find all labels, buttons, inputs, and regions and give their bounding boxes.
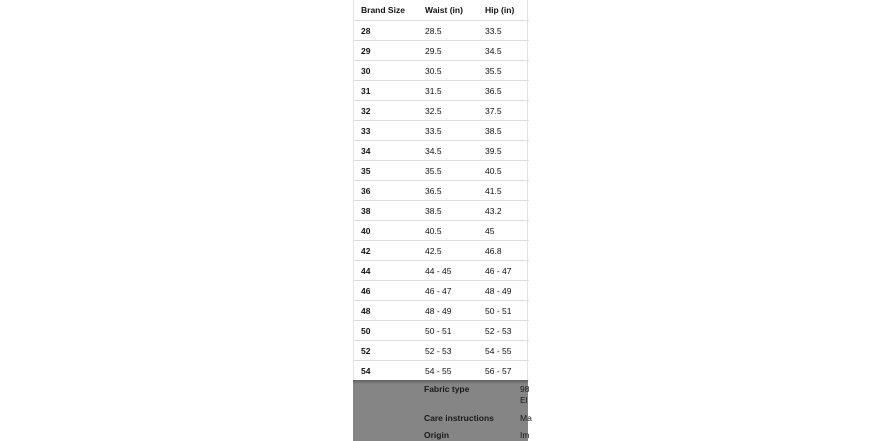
- cell-waist: 32.5: [418, 101, 478, 121]
- cell-hip: 39.5: [478, 141, 529, 161]
- table-row: [354, 121, 529, 141]
- cell-waist: 44 - 45: [418, 261, 478, 281]
- header-waist: Waist (in): [418, 0, 478, 21]
- cell-waist: 30.5: [418, 61, 478, 81]
- cell-hip: 46 - 47: [478, 261, 529, 281]
- detail-value-fabric-type-line2: El: [520, 395, 528, 405]
- header-brand-size: Brand Size: [354, 0, 418, 21]
- size-chart-panel: [353, 0, 528, 441]
- table-row: [354, 341, 529, 361]
- cell-hip: 33.5: [478, 21, 529, 41]
- cell-waist: 42.5: [418, 241, 478, 261]
- table-row: [354, 81, 529, 101]
- product-details-overlay: [353, 380, 532, 441]
- cell-waist: 28.5: [418, 21, 478, 41]
- cell-hip: 35.5: [478, 61, 529, 81]
- cell-waist: 31.5: [418, 81, 478, 101]
- table-row: [354, 161, 529, 181]
- table-row: [354, 41, 529, 61]
- cell-hip: 34.5: [478, 41, 529, 61]
- cell-waist: 34.5: [418, 141, 478, 161]
- cell-brand-size: 50: [354, 321, 418, 341]
- cell-brand-size: 52: [354, 341, 418, 361]
- cell-brand-size: 38: [354, 201, 418, 221]
- detail-value-origin: Im: [520, 430, 530, 440]
- table-row: [354, 21, 529, 41]
- cell-brand-size: 29: [354, 41, 418, 61]
- table-row: [354, 61, 529, 81]
- cell-hip: 50 - 51: [478, 301, 529, 321]
- table-row: [354, 361, 529, 381]
- size-chart-body: [354, 21, 529, 381]
- cell-waist: 46 - 47: [418, 281, 478, 301]
- table-row: [354, 321, 529, 341]
- cell-waist: 40.5: [418, 221, 478, 241]
- cell-waist: 50 - 51: [418, 321, 478, 341]
- cell-brand-size: 54: [354, 361, 418, 381]
- cell-waist: 54 - 55: [418, 361, 478, 381]
- header-hip: Hip (in): [478, 0, 529, 21]
- detail-label-fabric-type: Fabric type: [424, 384, 470, 394]
- cell-hip: 54 - 55: [478, 341, 529, 361]
- detail-label-origin: Origin: [424, 430, 450, 440]
- cell-hip: 40.5: [478, 161, 529, 181]
- cell-hip: 45: [478, 221, 529, 241]
- cell-waist: 38.5: [418, 201, 478, 221]
- table-row: [354, 241, 529, 261]
- cell-hip: 43.2: [478, 201, 529, 221]
- cell-brand-size: 33: [354, 121, 418, 141]
- table-row: [354, 201, 529, 221]
- cell-brand-size: 35: [354, 161, 418, 181]
- cell-brand-size: 40: [354, 221, 418, 241]
- cell-hip: 41.5: [478, 181, 529, 201]
- cell-waist: 33.5: [418, 121, 478, 141]
- table-row: [354, 281, 529, 301]
- cell-hip: 52 - 53: [478, 321, 529, 341]
- cell-brand-size: 30: [354, 61, 418, 81]
- cell-waist: 29.5: [418, 41, 478, 61]
- table-header-row: [354, 0, 529, 21]
- cell-brand-size: 32: [354, 101, 418, 121]
- table-row: [354, 301, 529, 321]
- table-row: [354, 221, 529, 241]
- cell-waist: 52 - 53: [418, 341, 478, 361]
- cell-waist: 48 - 49: [418, 301, 478, 321]
- detail-value-care-instructions: Ma: [520, 413, 532, 423]
- cell-brand-size: 34: [354, 141, 418, 161]
- cell-hip: 46.8: [478, 241, 529, 261]
- cell-brand-size: 28: [354, 21, 418, 41]
- cell-waist: 36.5: [418, 181, 478, 201]
- table-row: [354, 181, 529, 201]
- table-row: [354, 101, 529, 121]
- cell-hip: 37.5: [478, 101, 529, 121]
- cell-hip: 36.5: [478, 81, 529, 101]
- cell-hip: 38.5: [478, 121, 529, 141]
- cell-waist: 35.5: [418, 161, 478, 181]
- size-chart-table: [354, 0, 529, 381]
- cell-brand-size: 46: [354, 281, 418, 301]
- cell-hip: 48 - 49: [478, 281, 529, 301]
- detail-label-care-instructions: Care instructions: [424, 413, 494, 423]
- cell-brand-size: 44: [354, 261, 418, 281]
- cell-brand-size: 36: [354, 181, 418, 201]
- table-row: [354, 261, 529, 281]
- cell-brand-size: 48: [354, 301, 418, 321]
- detail-value-fabric-type: 98: [520, 384, 530, 394]
- table-row: [354, 141, 529, 161]
- cell-brand-size: 31: [354, 81, 418, 101]
- cell-hip: 56 - 57: [478, 361, 529, 381]
- cell-brand-size: 42: [354, 241, 418, 261]
